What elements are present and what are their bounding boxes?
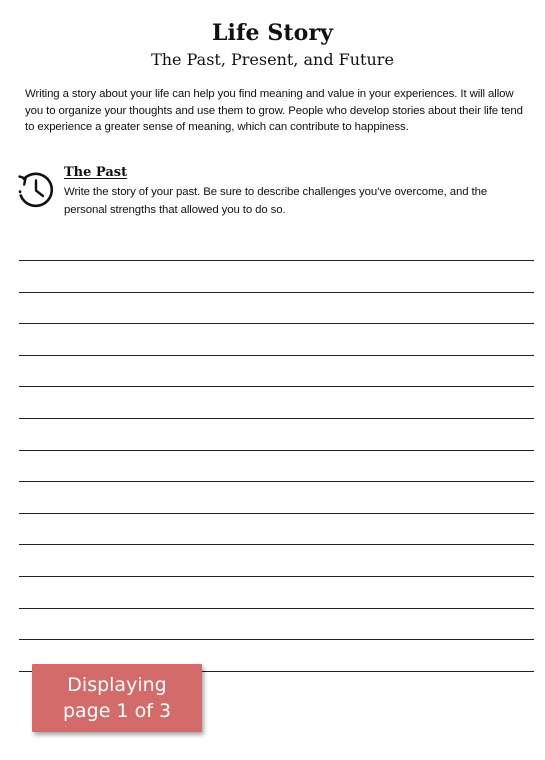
writing-line bbox=[19, 323, 534, 324]
writing-line bbox=[19, 260, 534, 261]
writing-line bbox=[19, 450, 534, 451]
writing-line bbox=[19, 608, 534, 609]
clock-history-icon bbox=[16, 170, 56, 210]
writing-line bbox=[19, 292, 534, 293]
writing-line bbox=[19, 513, 534, 514]
writing-line bbox=[19, 639, 534, 640]
writing-line bbox=[19, 386, 534, 387]
page-title: Life Story bbox=[211, 20, 334, 46]
intro-paragraph: Writing a story about your life can help you find meaning and value in your experiences. It will allow you to organize your thoughts and use them to grow. People who develop stories about their life tend to experience a greater sense of meaning, which can contribute to happiness. bbox=[25, 88, 523, 133]
section-heading: The Past bbox=[64, 165, 128, 180]
writing-line bbox=[19, 576, 534, 577]
writing-line bbox=[19, 481, 534, 482]
section-description: Write the story of your past. Be sure to describe challenges you’ve overcome, and the personal strengths that allowed you to do so. bbox=[64, 186, 488, 216]
page-subtitle: The Past, Present, and Future bbox=[151, 50, 394, 69]
writing-line bbox=[19, 355, 534, 356]
writing-line bbox=[19, 418, 534, 419]
writing-lines[interactable] bbox=[19, 260, 534, 680]
page-indicator-line1: Displaying bbox=[67, 674, 167, 696]
page-indicator bbox=[32, 664, 202, 732]
writing-line bbox=[19, 544, 534, 545]
page-indicator-line2: page 1 of 3 bbox=[62, 700, 172, 722]
